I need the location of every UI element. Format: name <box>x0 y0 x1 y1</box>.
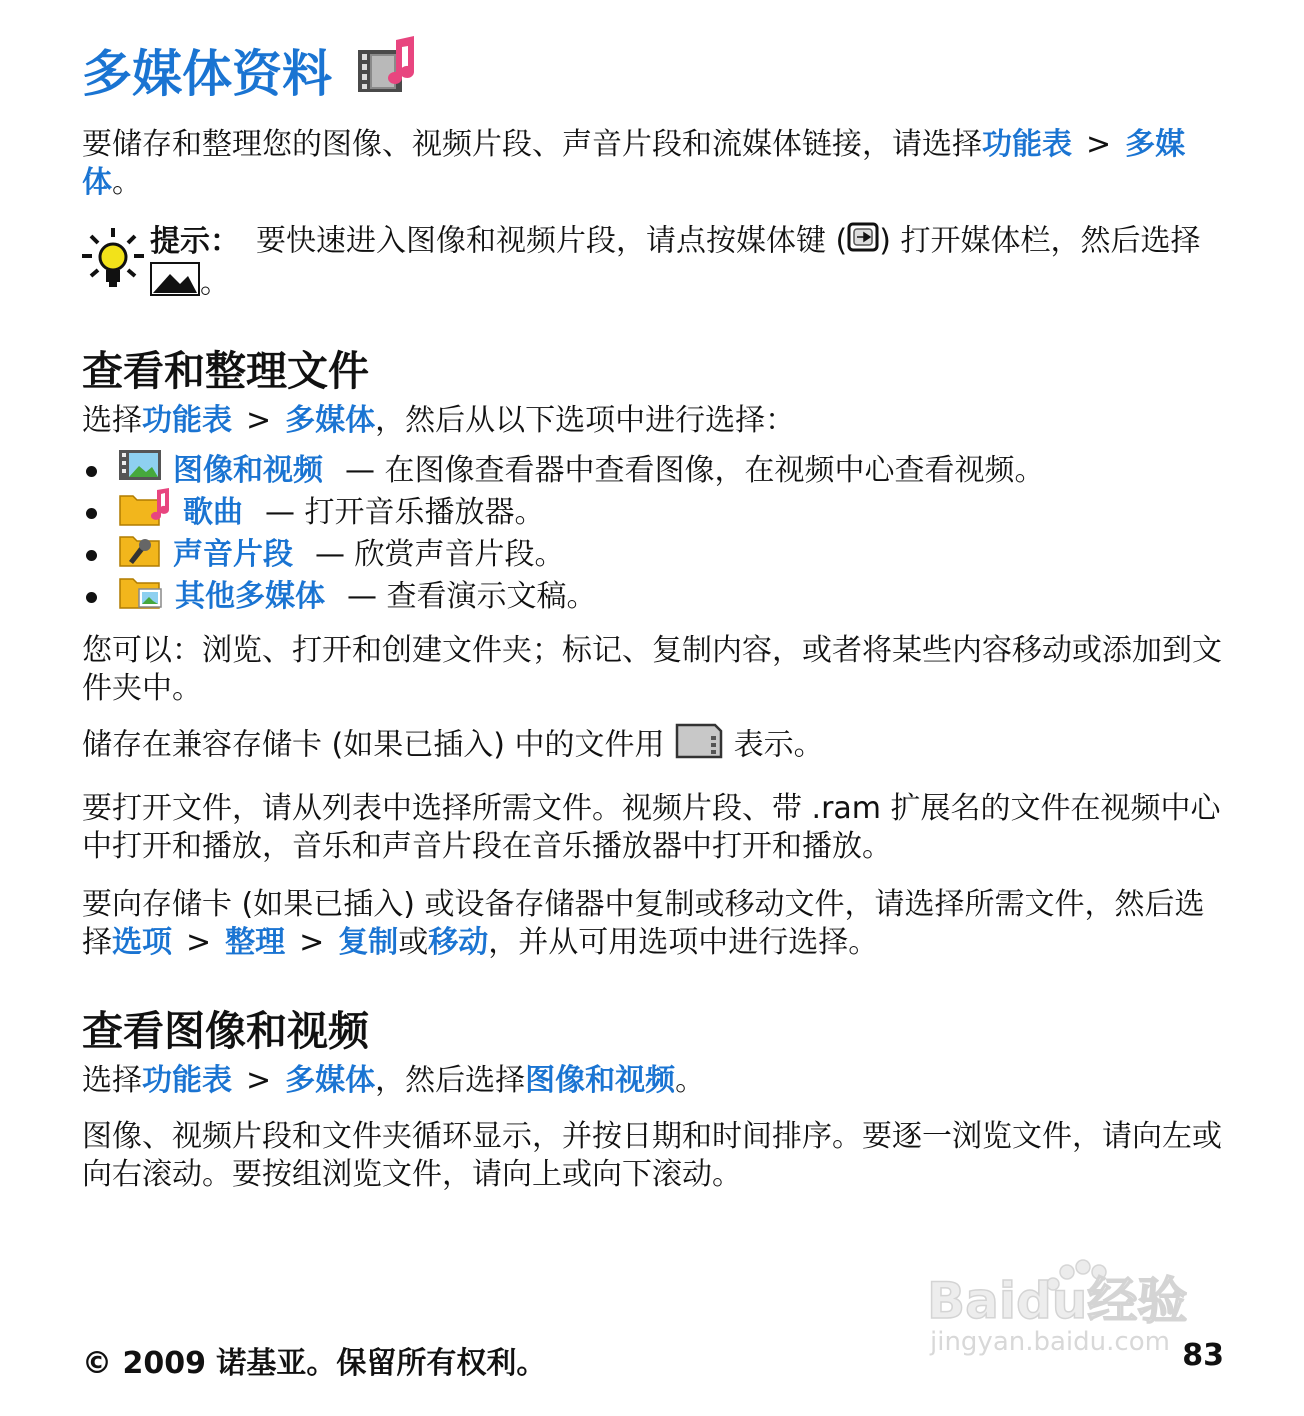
sound-clips-icon <box>119 531 161 579</box>
songs-link[interactable]: 歌曲 <box>183 495 243 530</box>
svg-text:Baidu经验: Baidu经验 <box>927 1272 1188 1328</box>
open-files-paragraph: 要打开文件，请从列表中选择所需文件。视频片段、带 .ram 扩展名的文件在视频中心中打开和播放，音乐和声音片段在音乐播放器中打开和播放。 <box>82 791 1221 864</box>
section-heading-view-organize: 查看和整理文件 <box>82 347 369 395</box>
list-item: 歌曲 — 打开音乐播放器。 <box>82 492 1227 534</box>
copy-move-paragraph: 要向存储卡 (如果已插入) 或设备存储器中复制或移动文件，请选择所需文件，然后选择选项 > 整理 > 复制或移动，并从可用选项中进行选择。 <box>82 887 1205 960</box>
multimedia-link[interactable]: 多媒体 <box>285 1063 376 1098</box>
list-item: 其他多媒体 — 查看演示文稿。 <box>82 576 1227 618</box>
options-list <box>82 450 1227 618</box>
page-title-text: 多媒体资料 <box>82 45 332 103</box>
baidu-watermark-url: jingyan.baidu.com <box>930 1327 1170 1357</box>
page-title <box>82 36 1227 112</box>
menu-link[interactable]: 功能表 <box>982 127 1072 162</box>
baidu-watermark <box>925 1258 1225 1332</box>
intro-paragraph: 要储存和整理您的图像、视频片段、声音片段和流媒体链接，请选择功能表 > 多媒体。 <box>82 127 1186 200</box>
sound-clips-link[interactable]: 声音片段 <box>173 537 293 572</box>
page-number: 83 <box>1182 1338 1224 1373</box>
folder-actions-paragraph: 您可以：浏览、打开和创建文件夹；标记、复制内容，或者将某些内容移动或添加到文件夹中。 <box>82 633 1222 706</box>
memory-card-paragraph: 储存在兼容存储卡 (如果已插入) 中的文件用 表示。 <box>82 722 1227 770</box>
move-link[interactable]: 移动 <box>428 925 489 960</box>
images-videos-link[interactable]: 图像和视频 <box>173 453 323 488</box>
menu-link[interactable]: 功能表 <box>142 1063 232 1098</box>
copyright-footer: © 2009 诺基亚。保留所有权利。 <box>82 1346 547 1381</box>
list-item: 声音片段 — 欣赏声音片段。 <box>82 534 1227 576</box>
other-media-icon <box>119 573 163 621</box>
tip-label: 提示： <box>150 223 240 259</box>
gallery-icon <box>150 262 200 306</box>
list-item: 图像和视频 — 在图像查看器中查看图像，在视频中心查看视频。 <box>82 450 1227 492</box>
page-content <box>82 36 1227 1194</box>
copy-link[interactable]: 复制 <box>338 925 399 960</box>
tip-box: 提示： 要快速进入图像和视频片段，请点按媒体键 ( ) 打开媒体栏，然后选择。 <box>82 222 1227 306</box>
section1-intro: 选择功能表 > 多媒体，然后从以下选项中进行选择： <box>82 403 796 438</box>
multimedia-icon <box>356 36 418 112</box>
memory-card-icon <box>674 722 724 770</box>
section2-intro: 选择功能表 > 多媒体，然后选择图像和视频。 <box>82 1063 706 1098</box>
organise-link[interactable]: 整理 <box>225 925 286 960</box>
bullet <box>86 592 97 603</box>
media-key-icon <box>847 222 879 262</box>
multimedia-link[interactable]: 多媒体 <box>82 127 1186 200</box>
menu-link[interactable]: 功能表 <box>142 403 232 438</box>
section-heading-view-images: 查看图像和视频 <box>82 1007 369 1055</box>
lightbulb-icon <box>82 222 150 306</box>
bullet <box>86 508 97 519</box>
other-media-link[interactable]: 其他多媒体 <box>175 579 325 614</box>
multimedia-link[interactable]: 多媒体 <box>285 403 376 438</box>
bullet <box>86 550 97 561</box>
bullet <box>86 466 97 477</box>
options-link[interactable]: 选项 <box>112 925 172 960</box>
browse-paragraph: 图像、视频片段和文件夹循环显示，并按日期和时间排序。要逐一浏览文件，请向左或向右滚动。要按组浏览文件，请向上或向下滚动。 <box>82 1119 1222 1192</box>
images-videos-link[interactable]: 图像和视频 <box>525 1063 676 1098</box>
